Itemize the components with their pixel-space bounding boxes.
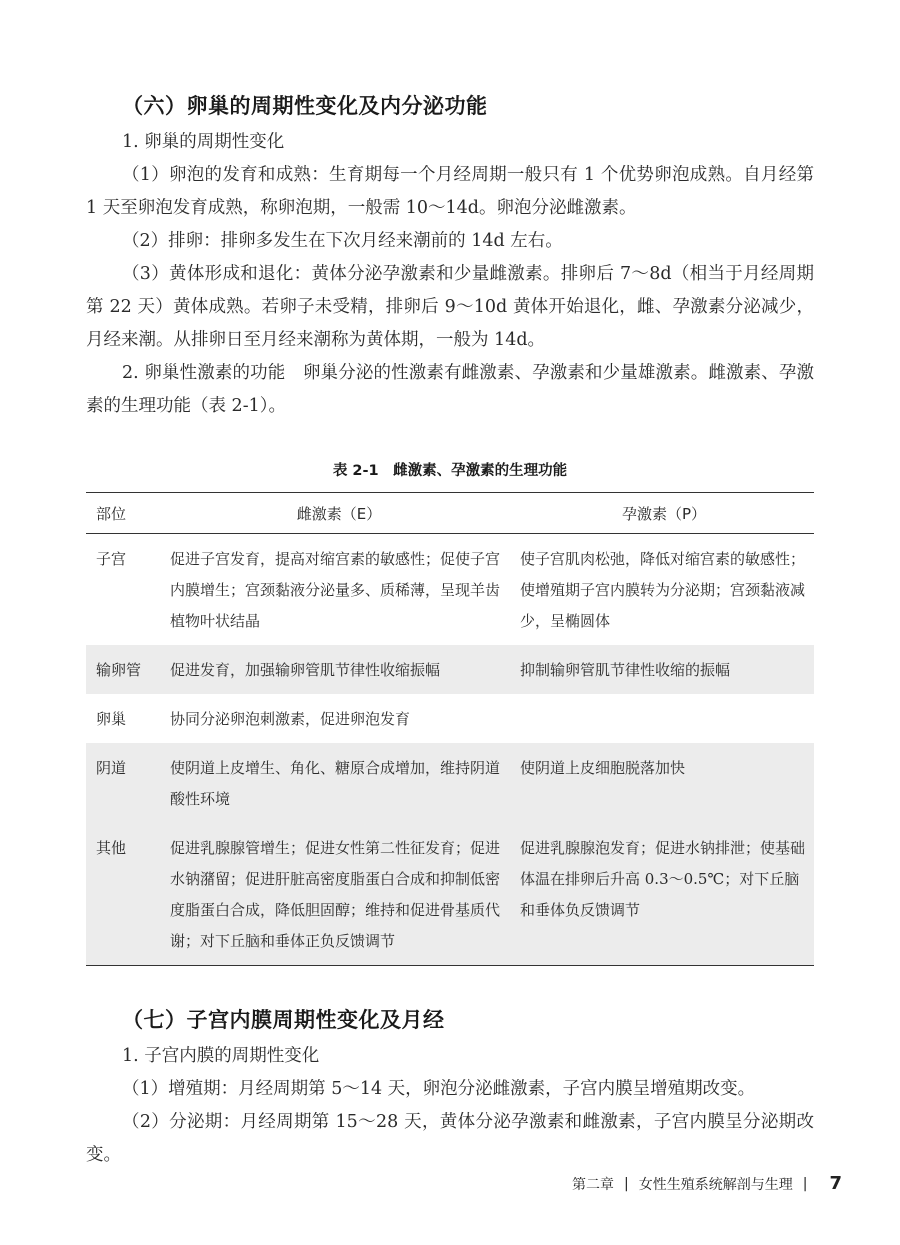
paragraph-hormone-function: 2. 卵巢性激素的功能 卵巢分泌的性激素有雌激素、孕激素和少量雄激素。雌激素、孕激素的生理功能（表 2-1）。 [86, 363, 814, 416]
table-header-row [86, 493, 814, 534]
row-part: 阴道 [86, 743, 164, 823]
table-row [86, 743, 814, 823]
footer-title: 女性生殖系统解剖与生理 [638, 1176, 793, 1193]
row-estrogen: 促进发育，加强输卵管肌节律性收缩振幅 [164, 645, 514, 694]
paragraph-proliferative: （1）增殖期：月经周期第 5～14 天，卵泡分泌雌激素，子宫内膜呈增殖期改变。 [122, 1079, 756, 1099]
row-progesterone: 促进乳腺腺泡发育；促进水钠排泄；使基础体温在排卵后升高 0.3～0.5℃；对下丘脑和垂体负反馈调节 [514, 823, 814, 966]
row-estrogen: 促进乳腺腺管增生；促进女性第二性征发育；促进水钠潴留；促进肝脏高密度脂蛋白合成和抑制低密度脂蛋白合成，降低胆固醇；维持和促进骨基质代谢；对下丘脑和垂体正负反馈调节 [164, 823, 514, 966]
footer-chapter: 第二章 [572, 1176, 615, 1193]
page-content [86, 92, 814, 1172]
row-progesterone: 抑制输卵管肌节律性收缩的振幅 [514, 645, 814, 694]
hormone-function-table [86, 492, 814, 966]
section-heading-6: （六）卵巢的周期性变化及内分泌功能 [122, 94, 488, 118]
footer-separator: | [802, 1175, 808, 1192]
row-part: 子宫 [96, 550, 127, 568]
row-estrogen: 协同分泌卵泡刺激素，促进卵泡发育 [170, 710, 411, 728]
header-estrogen: 雌激素（E） [164, 493, 514, 534]
table-row [86, 534, 814, 646]
page-number: 7 [829, 1173, 842, 1194]
row-estrogen: 使阴道上皮增生、角化、糖原合成增加，维持阴道酸性环境 [164, 743, 514, 823]
footer-separator: | [624, 1175, 629, 1192]
row-progesterone: 使子宫肌肉松弛，降低对缩宫素的敏感性；使增殖期子宫内膜转为分泌期；宫颈黏液减少，呈椭圆体 [520, 550, 806, 630]
table-caption: 表 2-1 雌激素、孕激素的生理功能 [332, 463, 568, 479]
table-row [86, 823, 814, 966]
subheading-ovary-cycle: 1. 卵巢的周期性变化 [122, 132, 285, 152]
paragraph-secretory: （2）分泌期：月经周期第 15～28 天，黄体分泌孕激素和雌激素，子宫内膜呈分泌期改变。 [86, 1112, 814, 1165]
table-row [86, 645, 814, 694]
row-part: 其他 [86, 823, 164, 966]
paragraph-follicle: （1）卵泡的发育和成熟：生育期每一个月经周期一般只有 1 个优势卵泡成熟。自月经第 1 天至卵泡发育成熟，称卵泡期，一般需 10～14d。卵泡分泌雌激素。 [86, 165, 814, 218]
paragraph-ovulation: （2）排卵：排卵多发生在下次月经来潮前的 14d 左右。 [122, 231, 563, 251]
header-progesterone: 孕激素（P） [514, 493, 814, 534]
paragraph-corpus-luteum: （3）黄体形成和退化：黄体分泌孕激素和少量雌激素。排卵后 7～8d（相当于月经周期第 22 天）黄体成熟。若卵子未受精，排卵后 9～10d 黄体开始退化，雌、孕激素分泌减少，月经来潮。从排卵日至月经来潮称为黄体期，一般为 14d。 [86, 264, 814, 350]
row-progesterone [514, 694, 814, 743]
page-footer [572, 1173, 842, 1194]
row-estrogen: 促进子宫发育，提高对缩宫素的敏感性；促使子宫内膜增生；宫颈黏液分泌量多、质稀薄，呈现羊齿植物叶状结晶 [170, 550, 501, 630]
subheading-endometrium-cycle: 1. 子宫内膜的周期性变化 [122, 1046, 320, 1066]
row-part: 卵巢 [96, 710, 127, 728]
table-row [86, 694, 814, 743]
row-part: 输卵管 [86, 645, 164, 694]
section-heading-7: （七）子宫内膜周期性变化及月经 [122, 1008, 445, 1032]
header-part: 部位 [86, 493, 164, 534]
row-progesterone: 使阴道上皮细胞脱落加快 [514, 743, 814, 823]
